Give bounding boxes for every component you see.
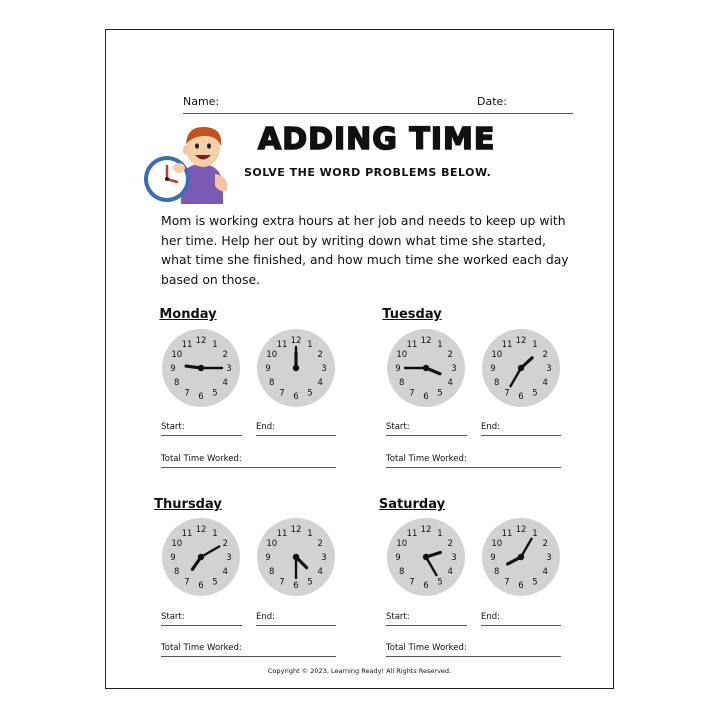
clock-number: 2: [222, 539, 228, 549]
clock-number: 8: [269, 567, 275, 577]
end-label: End:: [256, 422, 276, 432]
clock-number: 9: [490, 553, 496, 563]
clock-number: 9: [170, 364, 176, 374]
total-time-answer-line[interactable]: [386, 656, 561, 657]
clock-number: 6: [423, 581, 429, 591]
clock-number: 10: [171, 539, 183, 549]
clock-number: 7: [504, 577, 510, 588]
clock-number: 9: [395, 364, 401, 374]
clock-face: [481, 328, 561, 408]
clock-number: 6: [423, 392, 429, 402]
clock-number: 2: [447, 350, 453, 360]
clock-number: 11: [276, 528, 288, 539]
clock-number: 1: [437, 528, 443, 539]
clock-number: 6: [518, 581, 524, 591]
clock-number: 7: [279, 577, 285, 588]
total-time-label: Total Time Worked:: [386, 454, 467, 464]
clock-number: 11: [276, 339, 288, 350]
clock-center: [293, 554, 299, 560]
clock-number: 8: [399, 567, 405, 577]
clock-number: 9: [265, 364, 271, 374]
clock-number: 1: [212, 339, 218, 350]
clock-number: 11: [406, 528, 418, 539]
clock-number: 12: [515, 525, 527, 535]
clock-center: [423, 365, 429, 371]
clock-face: [256, 328, 336, 408]
clock-number: 8: [494, 567, 500, 577]
clock-number: 8: [174, 567, 180, 577]
clock-number: 11: [501, 339, 513, 350]
clock-number: 10: [491, 539, 503, 549]
clock-number: 9: [170, 553, 176, 563]
clock-number: 2: [542, 539, 548, 549]
clock-face: [386, 328, 466, 408]
end-label: End:: [481, 612, 501, 622]
clock-number: 5: [437, 388, 443, 399]
clock-number: 1: [437, 339, 443, 350]
clock-number: 10: [171, 350, 183, 360]
clock-number: 7: [504, 388, 510, 399]
clock-number: 12: [290, 336, 302, 346]
clock-number: 3: [451, 364, 457, 374]
total-time-answer-line[interactable]: [161, 467, 336, 468]
clock-number: 11: [406, 339, 418, 350]
day-heading-thursday: Thursday: [154, 497, 222, 512]
clock-number: 2: [317, 350, 323, 360]
clock-number: 7: [409, 388, 415, 399]
clock-face: [481, 517, 561, 597]
clock-number: 3: [226, 553, 232, 563]
start-answer-line[interactable]: [386, 625, 467, 626]
clock-number: 5: [212, 388, 218, 399]
instructions-text: Mom is working extra hours at her job and needs to keep up with her time. Help her out by writing down what time she started, what time she finished, and how much time she worked each day based on those.: [161, 213, 569, 287]
worksheet-subtitle: SOLVE THE WORD PROBLEMS BELOW.: [244, 166, 492, 179]
clock-number: 5: [532, 577, 538, 588]
clock-number: 6: [293, 581, 299, 591]
clock-number: 1: [532, 339, 538, 350]
total-time-label: Total Time Worked:: [161, 454, 242, 464]
clock-number: 1: [307, 339, 313, 350]
clock-number: 11: [181, 528, 193, 539]
end-answer-line[interactable]: [256, 625, 336, 626]
clock-face: [386, 517, 466, 597]
clock-number: 11: [501, 528, 513, 539]
end-answer-line[interactable]: [256, 435, 336, 436]
clock-number: 1: [212, 528, 218, 539]
clock-number: 4: [447, 567, 453, 577]
total-time-label: Total Time Worked:: [386, 643, 467, 653]
clock-number: 9: [265, 553, 271, 563]
clock-number: 3: [321, 364, 327, 374]
end-answer-line[interactable]: [481, 625, 561, 626]
clock-number: 1: [532, 528, 538, 539]
clock-number: 12: [420, 336, 432, 346]
clock-number: 8: [174, 378, 180, 388]
clock-number: 2: [222, 350, 228, 360]
clock-number: 10: [396, 539, 408, 549]
clock-number: 2: [447, 539, 453, 549]
day-heading-tuesday: Tuesday: [382, 307, 442, 322]
clock-number: 2: [542, 350, 548, 360]
clock-number: 4: [542, 378, 548, 388]
start-answer-line[interactable]: [161, 625, 242, 626]
clock-number: 9: [490, 364, 496, 374]
clock-number: 8: [399, 378, 405, 388]
clock-number: 1: [307, 528, 313, 539]
clock-number: 6: [518, 392, 524, 402]
clock-number: 11: [181, 339, 193, 350]
clock-number: 12: [195, 336, 207, 346]
total-time-answer-line[interactable]: [386, 467, 561, 468]
clock-number: 4: [542, 567, 548, 577]
clock-number: 10: [266, 350, 278, 360]
clock-number: 3: [226, 364, 232, 374]
clock-number: 3: [451, 553, 457, 563]
boy-holding-clock-illustration: [141, 124, 237, 204]
clock-face: [161, 328, 241, 408]
worksheet-title: ADDING TIME: [258, 122, 496, 157]
clock-center: [198, 365, 204, 371]
clock-number: 4: [447, 378, 453, 388]
clock-number: 4: [317, 567, 323, 577]
clock-number: 12: [420, 525, 432, 535]
clock-number: 7: [409, 577, 415, 588]
clock-number: 6: [293, 392, 299, 402]
clock-number: 9: [395, 553, 401, 563]
clock-center: [198, 554, 204, 560]
clock-center: [423, 554, 429, 560]
start-label: Start:: [161, 612, 185, 622]
clock-number: 4: [222, 567, 228, 577]
start-label: Start:: [161, 422, 185, 432]
total-time-label: Total Time Worked:: [161, 643, 242, 653]
clock-number: 3: [546, 553, 552, 563]
clock-number: 2: [317, 539, 323, 549]
clock-number: 4: [317, 378, 323, 388]
clock-number: 5: [212, 577, 218, 588]
start-label: Start:: [386, 422, 410, 432]
clock-number: 7: [279, 388, 285, 399]
clock-number: 5: [307, 388, 313, 399]
day-heading-saturday: Saturday: [378, 497, 446, 512]
clock-center: [518, 554, 524, 560]
date-label: Date:: [477, 95, 507, 108]
clock-number: 12: [290, 525, 302, 535]
clock-face: [256, 517, 336, 597]
end-label: End:: [481, 422, 501, 432]
clock-number: 5: [532, 388, 538, 399]
clock-number: 5: [437, 577, 443, 588]
clock-number: 5: [307, 577, 313, 588]
clock-center: [518, 365, 524, 371]
start-label: Start:: [386, 612, 410, 622]
clock-number: 4: [222, 378, 228, 388]
clock-face: [161, 517, 241, 597]
total-time-answer-line[interactable]: [161, 656, 336, 657]
clock-number: 6: [198, 392, 204, 402]
clock-number: 10: [266, 539, 278, 549]
end-answer-line[interactable]: [481, 435, 561, 436]
start-answer-line[interactable]: [161, 435, 242, 436]
clock-number: 7: [184, 577, 190, 588]
clock-center: [293, 365, 299, 371]
clock-number: 8: [269, 378, 275, 388]
day-heading-monday: Monday: [159, 307, 217, 322]
clock-number: 10: [491, 350, 503, 360]
clock-number: 12: [195, 525, 207, 535]
name-label: Name:: [183, 95, 220, 108]
clock-number: 10: [396, 350, 408, 360]
start-answer-line[interactable]: [386, 435, 467, 436]
clock-number: 12: [515, 336, 527, 346]
name-date-line[interactable]: [183, 113, 573, 114]
clock-number: 8: [494, 378, 500, 388]
clock-number: 6: [198, 581, 204, 591]
copyright-footer: Copyright © 2023, Learning Ready! All Rights Reserved.: [267, 667, 452, 675]
clock-number: 3: [321, 553, 327, 563]
clock-number: 3: [546, 364, 552, 374]
clock-number: 7: [184, 388, 190, 399]
end-label: End:: [256, 612, 276, 622]
